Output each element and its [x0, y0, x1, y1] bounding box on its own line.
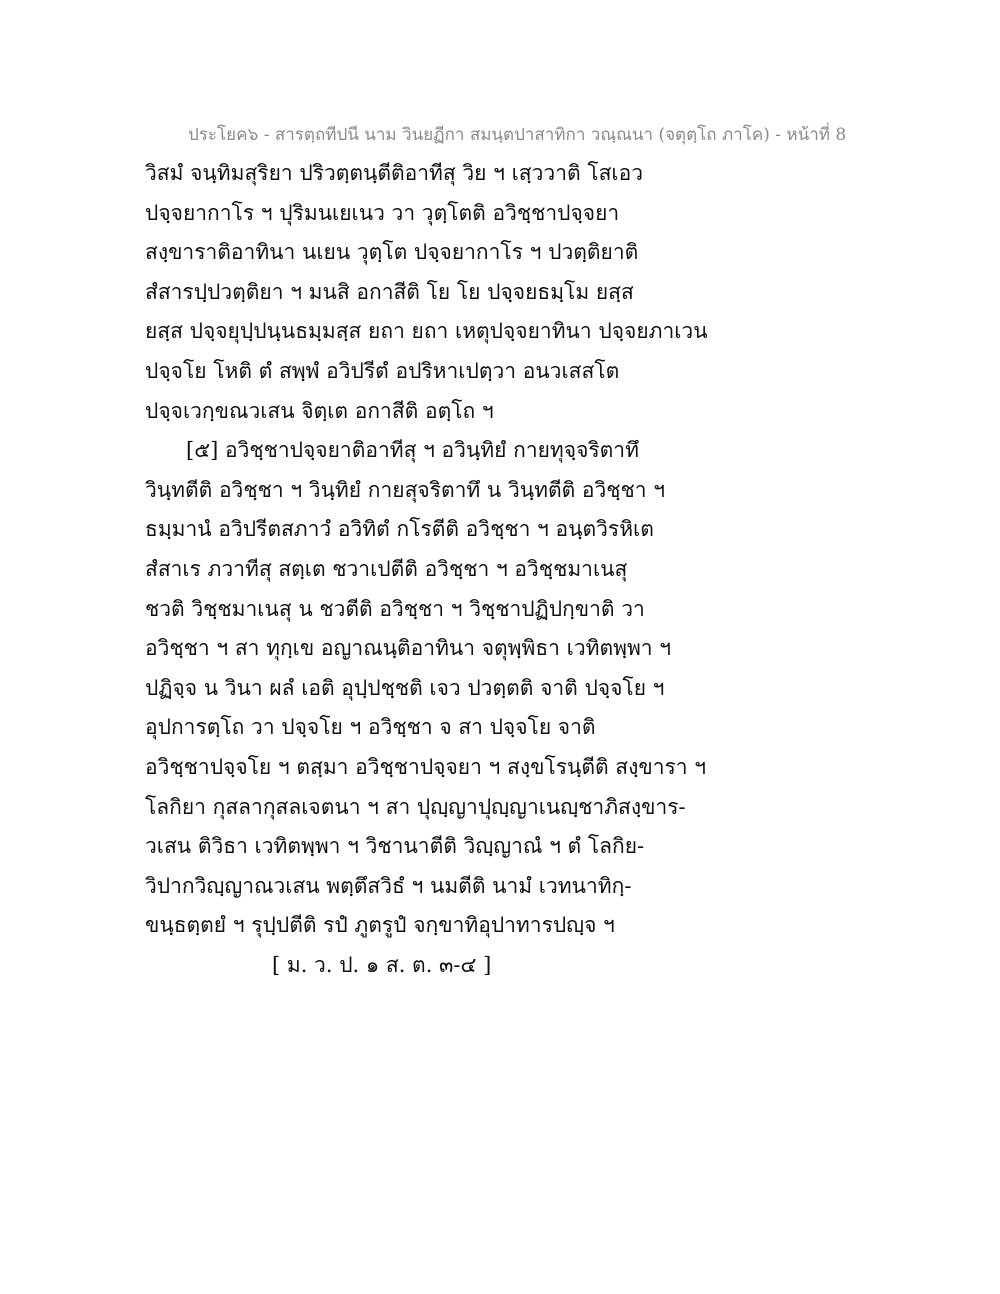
text-line: วิสมํ จนฺทิมสุริยา ปริวตฺตนฺตีติอาทีสุ วิย ฯ เสฺววาติ โสเอว	[145, 161, 643, 185]
text-line: ปฏิจฺจ น วินา ผลํ เอติ อุปฺปชฺชติ เจว ปวตฺตติ จาติ ปจฺจโย ฯ	[145, 675, 665, 700]
text-line: อวิชฺชา ฯ สา ทุกฺเข อญาณนฺติอาทินา จตุพฺพิธา เวทิตพฺพา ฯ	[145, 636, 672, 661]
text-line: ขนฺธตฺตยํ ฯ รุปฺปตีติ รปํ ภูตรูปํ จกฺขาทิอุปาทารปญฺจ ฯ	[145, 913, 615, 938]
running-header: ประโยค๖ - สารตฺถทีปนี นาม วินยฏีกา สมนฺตปาสาทิกา วณฺณนา (จตุตฺโถ ภาโค) - หน้าที่ 8	[188, 125, 847, 145]
text-line: อุปการตฺโถ วา ปจฺจโย ฯ อวิชฺชา จ สา ปจฺจโย จาติ	[145, 715, 596, 740]
text-line: ชวติ วิชฺชมาเนสุ น ชวตีติ อวิชฺชา ฯ วิชฺชาปฏิปกฺขาติ วา	[145, 596, 645, 621]
source-reference: [ ม. ว. ป. ๑ ส. ต. ๓-๔ ]	[272, 952, 492, 977]
body-text	[145, 154, 865, 985]
text-line: สงฺขาราติอาทินา นเยน วุตฺโต ปจฺจยากาโร ฯ ปวตฺติยาติ	[145, 240, 639, 265]
text-line: ปจฺจโย โหติ ตํ สพฺพํ อวิปรีตํ อปริหาเปตฺวา อนวเสสโต	[145, 358, 620, 383]
text-line: โลกิยา กุสลากุสลเจตนา ฯ สา ปุญฺญาปุญฺญาเนญฺชาภิสงฺขาร-	[145, 794, 686, 819]
text-line: วเสน ติวิธา เวทิตพฺพา ฯ วิชานาตีติ วิญฺญาณํ ฯ ตํ โลกิย-	[145, 834, 645, 859]
text-line: วินฺทตีติ อวิชฺชา ฯ วินฺทิยํ กายสุจริตาทึ น วินฺทตีติ อวิชฺชา ฯ	[145, 477, 666, 502]
text-line: ธมฺมานํ อวิปรีตสภาวํ อวิทิตํ กโรตีติ อวิชฺชา ฯ อนฺตวิรหิเต	[145, 517, 654, 542]
text-line: ยสฺส ปจฺจยุปฺปนฺนธมฺมสฺส ยถา ยถา เหตุปจฺจยาทินา ปจฺจยภาเวน	[145, 319, 708, 344]
text-line: วิปากวิญฺญาณวเสน พตฺตึสวิธํ ฯ นมตีติ นามํ เวทนาทิกฺ-	[145, 873, 632, 898]
text-line: สํสาเร ภวาทีสุ สตฺเต ชวาเปตีติ อวิชฺชา ฯ อวิชฺชมาเนสุ	[145, 556, 628, 581]
paragraph-first-line: [๕] อวิชฺชาปจฺจยาติอาทีสุ ฯ อวินฺทิยํ กายทุจฺจริตาทึ	[186, 438, 639, 463]
text-line: สํสารปฺปวตฺติยา ฯ มนสิ อกาสีติ โย โย ปจฺจยธมฺโม ยสฺส	[145, 279, 634, 304]
text-line: ปจฺจยากาโร ฯ ปุริมนเยเนว วา วุตฺโตติ อวิชฺชาปจฺจยา	[145, 200, 620, 225]
text-line: อวิชฺชาปจฺจโย ฯ ตสฺมา อวิชฺชาปจฺจยา ฯ สงฺขโรนฺตีติ สงฺขารา ฯ	[145, 754, 707, 779]
text-line: ปจฺจเวกฺขณวเสน จิตฺเต อกาสีติ อตฺโถ ฯ	[145, 398, 494, 423]
